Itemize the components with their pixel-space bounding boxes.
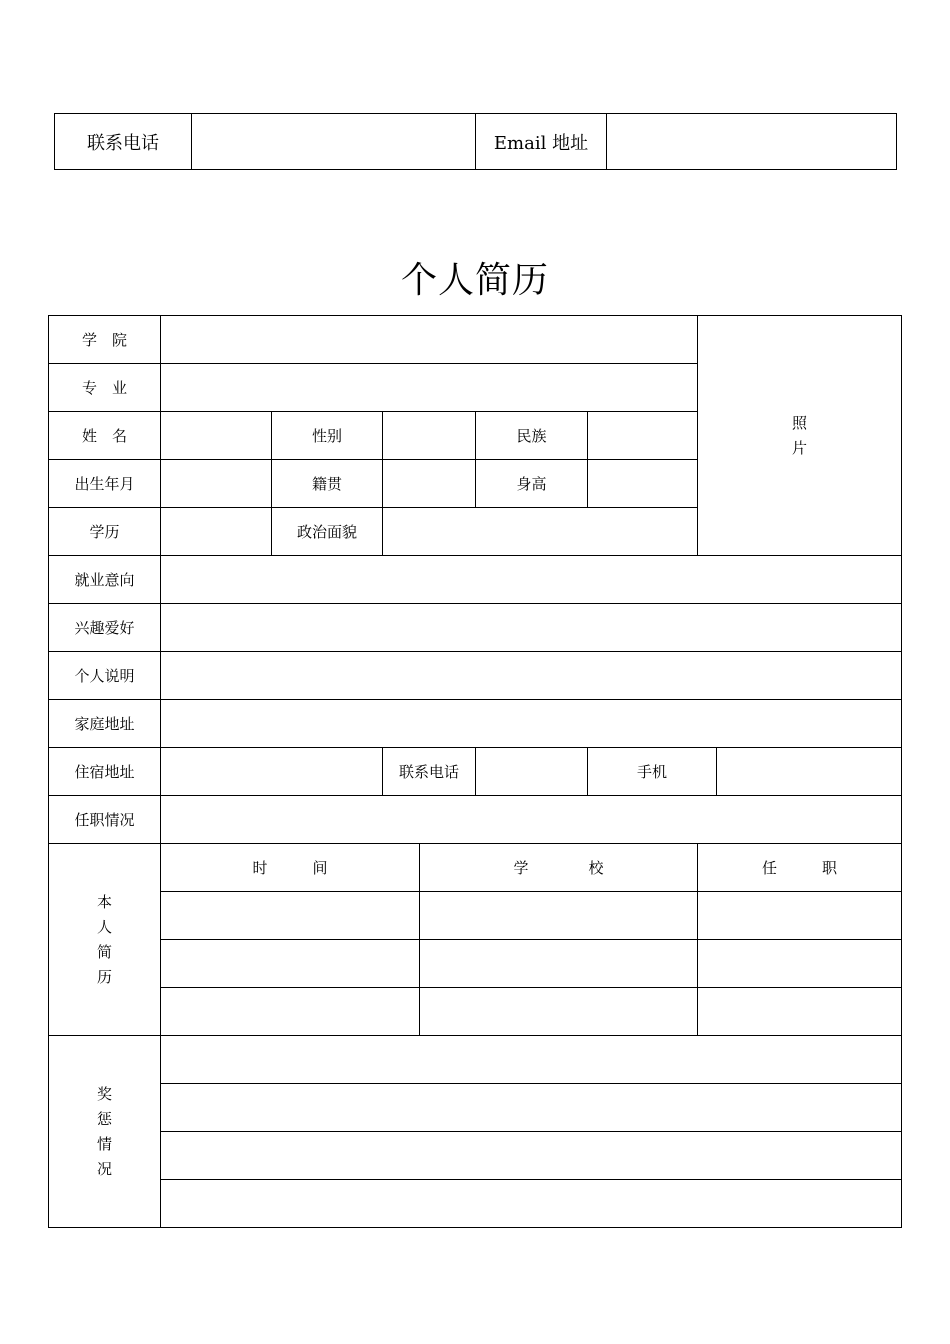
row-history-header xyxy=(49,844,902,892)
history-time-cell[interactable] xyxy=(161,892,420,940)
row-hobby xyxy=(49,604,902,652)
awards-cell[interactable] xyxy=(161,1180,902,1228)
name-label: 姓 名 xyxy=(49,412,161,460)
history-time-header: 时 间 xyxy=(161,844,420,892)
history-school-cell[interactable] xyxy=(420,988,698,1036)
political-field[interactable] xyxy=(383,508,698,556)
awards-char: 惩 xyxy=(96,1109,112,1128)
education-field[interactable] xyxy=(161,508,272,556)
gender-field[interactable] xyxy=(383,412,476,460)
native-field[interactable] xyxy=(383,460,476,508)
history-school-header: 学 校 xyxy=(420,844,698,892)
history-char: 简 xyxy=(96,942,112,961)
position-label: 任职情况 xyxy=(49,796,161,844)
ethnicity-label: 民族 xyxy=(476,412,588,460)
resume-table xyxy=(48,315,902,1228)
awards-char: 情 xyxy=(96,1134,112,1153)
awards-row xyxy=(49,1180,902,1228)
dorm-address-label: 住宿地址 xyxy=(49,748,161,796)
job-intent-field[interactable] xyxy=(161,556,902,604)
history-row xyxy=(49,988,902,1036)
awards-cell[interactable] xyxy=(161,1132,902,1180)
personal-field[interactable] xyxy=(161,652,902,700)
hobby-label: 兴趣爱好 xyxy=(49,604,161,652)
dorm-phone-field[interactable] xyxy=(476,748,588,796)
row-dorm-address xyxy=(49,748,902,796)
history-school-cell[interactable] xyxy=(420,892,698,940)
contact-row xyxy=(55,114,897,170)
height-field[interactable] xyxy=(588,460,698,508)
awards-label xyxy=(49,1036,161,1228)
mobile-field[interactable] xyxy=(717,748,902,796)
position-field[interactable] xyxy=(161,796,902,844)
phone-label: 联系电话 xyxy=(55,114,192,170)
email-label: Email 地址 xyxy=(476,114,607,170)
history-role-cell[interactable] xyxy=(698,988,902,1036)
awards-char: 奖 xyxy=(96,1084,112,1103)
awards-cell[interactable] xyxy=(161,1036,902,1084)
birth-field[interactable] xyxy=(161,460,272,508)
history-char: 人 xyxy=(96,917,112,936)
mobile-label: 手机 xyxy=(588,748,717,796)
contact-table xyxy=(54,113,897,170)
height-label: 身高 xyxy=(476,460,588,508)
row-college xyxy=(49,316,902,364)
history-char: 本 xyxy=(96,892,112,911)
photo-label-2: 片 xyxy=(792,438,808,457)
hobby-field[interactable] xyxy=(161,604,902,652)
political-label: 政治面貌 xyxy=(272,508,383,556)
phone-field[interactable] xyxy=(192,114,476,170)
history-label xyxy=(49,844,161,1036)
row-personal xyxy=(49,652,902,700)
college-field[interactable] xyxy=(161,316,698,364)
history-role-cell[interactable] xyxy=(698,892,902,940)
photo-box[interactable] xyxy=(698,316,902,556)
home-address-field[interactable] xyxy=(161,700,902,748)
history-char: 历 xyxy=(96,967,112,986)
native-label: 籍贯 xyxy=(272,460,383,508)
history-time-cell[interactable] xyxy=(161,988,420,1036)
history-row xyxy=(49,940,902,988)
ethnicity-field[interactable] xyxy=(588,412,698,460)
major-field[interactable] xyxy=(161,364,698,412)
history-time-cell[interactable] xyxy=(161,940,420,988)
history-role-cell[interactable] xyxy=(698,940,902,988)
name-field[interactable] xyxy=(161,412,272,460)
email-field[interactable] xyxy=(607,114,897,170)
education-label: 学历 xyxy=(49,508,161,556)
awards-row xyxy=(49,1132,902,1180)
job-intent-label: 就业意向 xyxy=(49,556,161,604)
birth-label: 出生年月 xyxy=(49,460,161,508)
home-address-label: 家庭地址 xyxy=(49,700,161,748)
college-label: 学 院 xyxy=(49,316,161,364)
history-school-cell[interactable] xyxy=(420,940,698,988)
awards-row xyxy=(49,1036,902,1084)
dorm-phone-label: 联系电话 xyxy=(383,748,476,796)
row-home-address xyxy=(49,700,902,748)
row-job-intent xyxy=(49,556,902,604)
awards-char: 况 xyxy=(96,1159,112,1178)
dorm-address-field[interactable] xyxy=(161,748,383,796)
gender-label: 性别 xyxy=(272,412,383,460)
awards-row xyxy=(49,1084,902,1132)
personal-label: 个人说明 xyxy=(49,652,161,700)
awards-cell[interactable] xyxy=(161,1084,902,1132)
row-position xyxy=(49,796,902,844)
history-row xyxy=(49,892,902,940)
photo-label-1: 照 xyxy=(792,413,808,432)
history-role-header: 任 职 xyxy=(698,844,902,892)
major-label: 专 业 xyxy=(49,364,161,412)
page-title: 个人简历 xyxy=(400,260,549,301)
